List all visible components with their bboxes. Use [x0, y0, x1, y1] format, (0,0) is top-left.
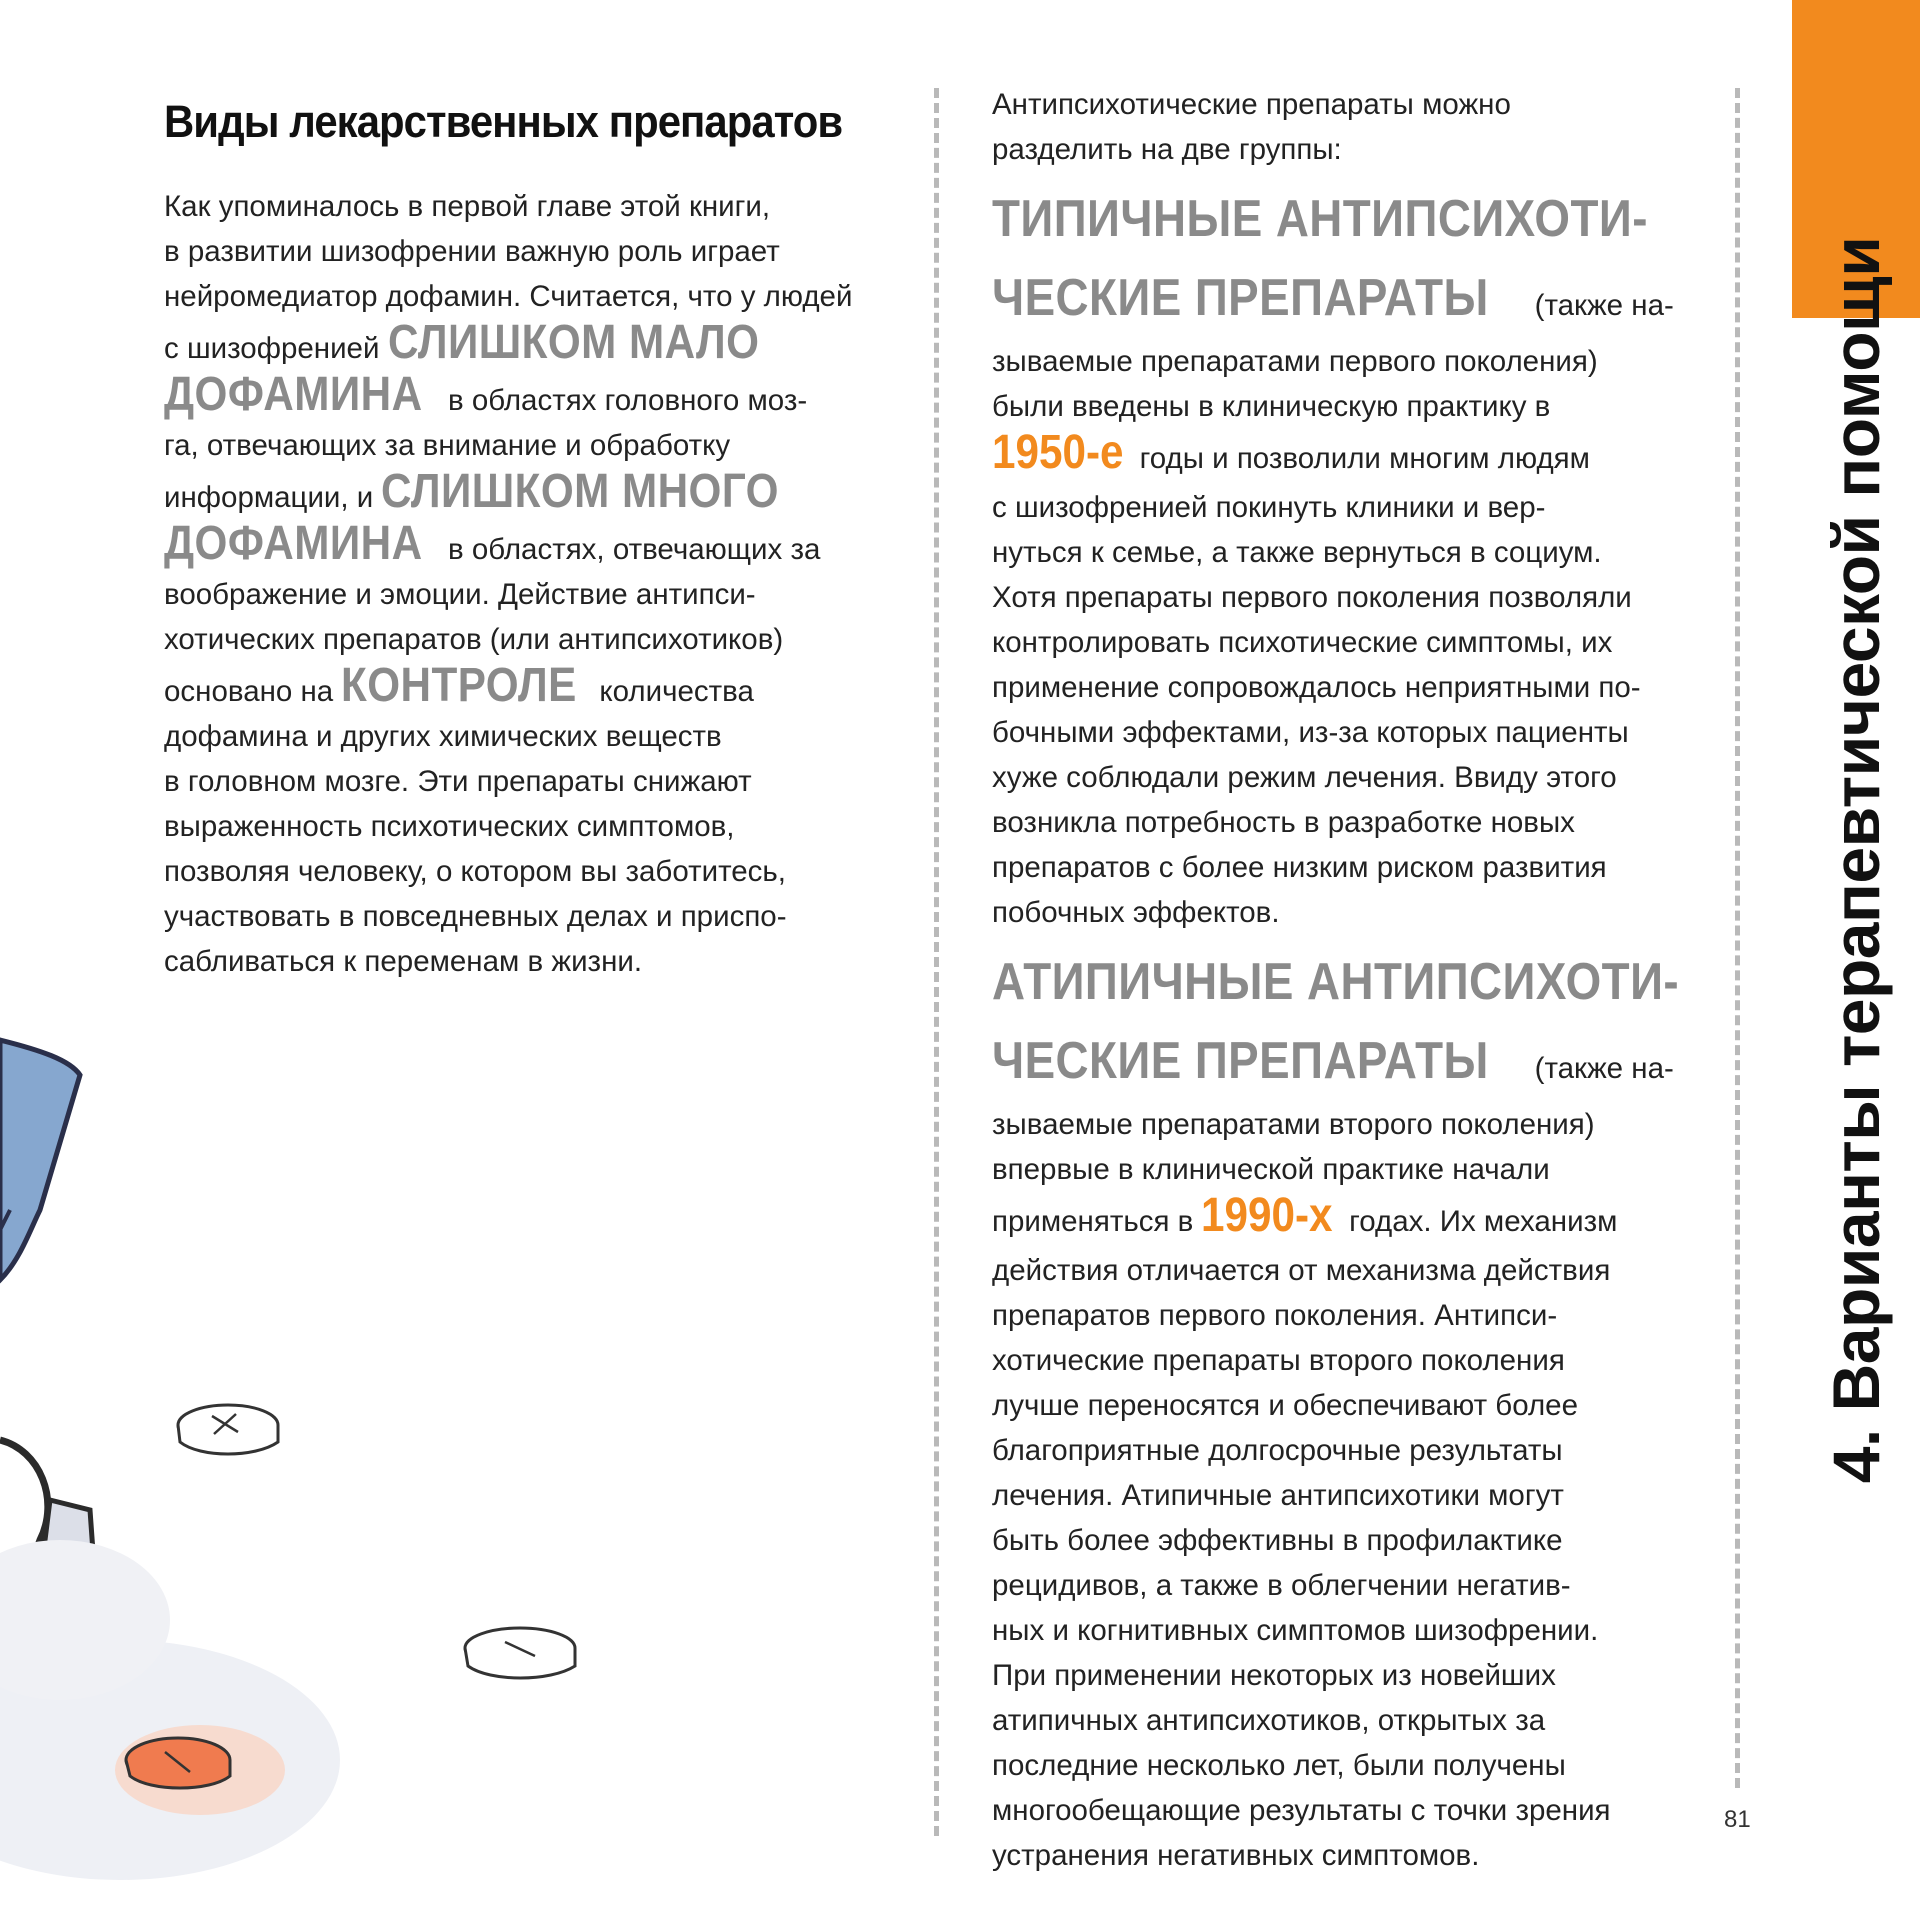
text-line: нейромедиатор дофамин. Считается, что у людей [164, 280, 853, 313]
text-line: сабливаться к переменам в жизни. [164, 945, 643, 978]
emphasis-too-little: СЛИШКОМ МАЛО [387, 316, 760, 369]
text-line: с шизофренией покинуть клиники и вер- [992, 491, 1546, 524]
text-line: ных и когнитивных симптомов шизофрении. [992, 1614, 1599, 1647]
left-column [164, 96, 896, 984]
text-line: многообещающие результаты с точки зрения [992, 1794, 1611, 1827]
text-line: препаратов с более низким риском развития [992, 851, 1607, 884]
text-line: препаратов первого поколения. Антипси- [992, 1299, 1558, 1332]
left-body-text [164, 184, 896, 984]
text-line: разделить на две группы: [992, 133, 1342, 166]
column-divider [934, 88, 939, 1836]
emphasis-dopamine: ДОФАМИНА [164, 517, 423, 570]
text-line: нуться к семье, а также вернуться в социум. [992, 536, 1602, 569]
text-line: атипичных антипсихотиков, открытых за [992, 1704, 1546, 1737]
text-line: контролировать психотические симптомы, их [992, 626, 1613, 659]
text-line: последние несколько лет, были получены [992, 1749, 1566, 1782]
text-line: выраженность психотических симптомов, [164, 810, 735, 843]
right-column [992, 82, 1722, 1878]
text-line: лучше переносятся и обеспечивают более [992, 1389, 1578, 1422]
text-line: впервые в клинической практике начали [992, 1153, 1550, 1186]
text-line: информации, и СЛИШКОМ МНОГО [164, 465, 780, 518]
text-line: позволяя человеку, о котором вы заботитесь, [164, 855, 786, 888]
text-line: быть более эффективны в профилактике [992, 1524, 1563, 1557]
text-line: 1950-е годы и позволили многим людям [992, 426, 1590, 479]
text-line: лечения. Атипичные антипсихотики могут [992, 1479, 1564, 1512]
atypical-body [992, 1102, 1722, 1878]
text-line: хотических препаратов (или антипсихотиков) [164, 623, 784, 656]
text-line: зываемые препаратами второго поколения) [992, 1108, 1595, 1141]
emphasis-dopamine: ДОФАМИНА [164, 368, 423, 421]
text-line: Хотя препараты первого поколения позволяли [992, 581, 1632, 614]
text-line: бочными эффектами, из-за которых пациенты [992, 716, 1629, 749]
atypical-title-line1: АТИПИЧНЫЕ АНТИПСИХОТИ- [992, 953, 1680, 1011]
year-1950s: 1950-е [992, 426, 1124, 479]
chapter-title: 4. Варианты терапевтической помощи [1819, 236, 1893, 1484]
typical-title-line1: ТИПИЧНЫЕ АНТИПСИХОТИ- [992, 190, 1648, 248]
pills-illustration [0, 980, 620, 1920]
text-line: хотические препараты второго поколения [992, 1344, 1565, 1377]
typical-title-line2: ЧЕСКИЕ ПРЕПАРАТЫ (также на- [992, 269, 1674, 327]
text-line: применение сопровождалось неприятными по- [992, 671, 1641, 704]
typical-body [992, 339, 1722, 935]
text-line: применяться в 1990-х годах. Их механизм [992, 1189, 1618, 1242]
text-line: благоприятные долгосрочные результаты [992, 1434, 1563, 1467]
text-line: действия отличается от механизма действия [992, 1254, 1611, 1287]
text-line: Антипсихотические препараты можно [992, 88, 1511, 121]
text-line: ДОФАМИНА в областях, отвечающих за [164, 517, 821, 570]
intro-text [992, 82, 1722, 172]
text-line: дофамина и других химических веществ [164, 720, 722, 753]
text-line: с шизофренией СЛИШКОМ МАЛО [164, 316, 760, 369]
section-heading: Виды лекарственных препаратов [164, 96, 843, 147]
text-line: зываемые препаратами первого поколения) [992, 345, 1598, 378]
text-line: рецидивов, а также в облегчении негатив- [992, 1569, 1571, 1602]
emphasis-too-much: СЛИШКОМ МНОГО [381, 465, 780, 518]
text-line: возникла потребность в разработке новых [992, 806, 1575, 839]
emphasis-control: КОНТРОЛЕ [341, 659, 578, 712]
text-line: воображение и эмоции. Действие антипси- [164, 578, 756, 611]
text-line: При применении некоторых из новейших [992, 1659, 1556, 1692]
text-line: в головном мозге. Эти препараты снижают [164, 765, 752, 798]
text-line: основано на КОНТРОЛЕ количества [164, 659, 754, 712]
atypical-title-line2: ЧЕСКИЕ ПРЕПАРАТЫ (также на- [992, 1032, 1674, 1090]
text-line: участвовать в повседневных делах и приспо- [164, 900, 787, 933]
atypical-section [992, 949, 1722, 1878]
text-line: га, отвечающих за внимание и обработку [164, 429, 731, 462]
text-line: хуже соблюдали режим лечения. Ввиду этого [992, 761, 1617, 794]
typical-section [992, 186, 1722, 935]
column-divider [1735, 88, 1740, 1788]
text-line: ДОФАМИНА в областях головного моз- [164, 368, 808, 421]
text-line: устранения негативных симптомов. [992, 1839, 1480, 1872]
text-line: побочных эффектов. [992, 896, 1280, 929]
page-number: 81 [1724, 1806, 1751, 1833]
text-line: в развитии шизофрении важную роль играет [164, 235, 780, 268]
text-line: были введены в клиническую практику в [992, 390, 1551, 423]
text-line: Как упоминалось в первой главе этой книги, [164, 190, 771, 223]
year-1990s: 1990-х [1201, 1189, 1334, 1242]
